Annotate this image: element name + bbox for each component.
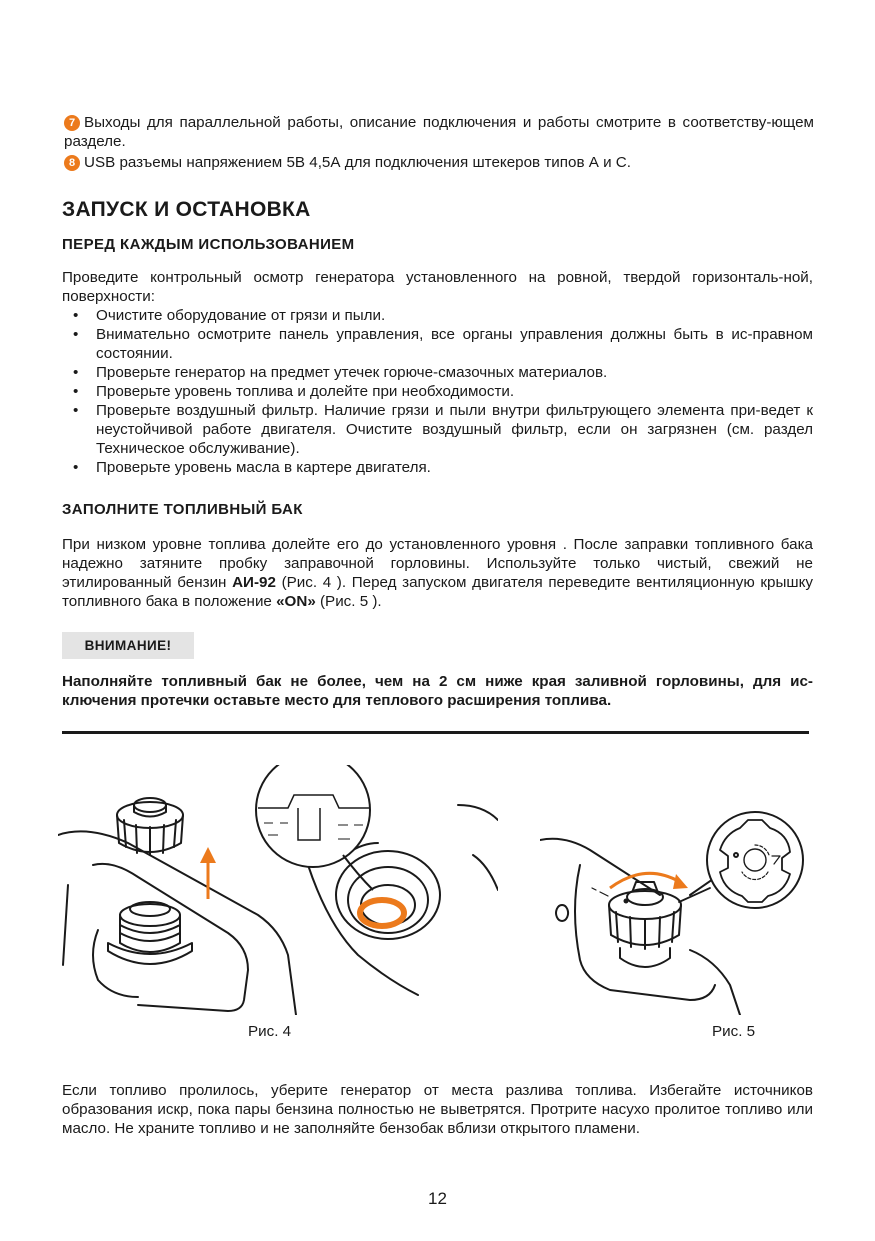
bullet-icon: •: [73, 402, 79, 419]
list-item-text: Проверьте воздушный фильтр. Наличие грязи и пыли внутри фильтрующего элемента при-ведет к неустойчивой работе двигателя. Очистите воздушный фильтр, если он загрязнен (см. раздел Техническое обслуживание).: [96, 402, 813, 457]
bullet-icon: •: [73, 459, 79, 476]
bullet-icon: •: [73, 326, 79, 343]
list-item: [62, 401, 813, 458]
list-item-text: Выходы для параллельной работы, описание подключения и работы смотрите в соответству-ющем разделе.: [64, 114, 814, 150]
list-item-text: Проверьте уровень масла в картере двигателя.: [96, 459, 431, 476]
list-item-text: Проверьте уровень топлива и долейте при необходимости.: [96, 383, 515, 400]
figure-4-caption: Рис. 4: [248, 1023, 292, 1040]
bullet-icon: •: [73, 364, 79, 381]
figure-5-illustration: [540, 800, 820, 1015]
list-item: [62, 325, 813, 363]
fill-tank-text: [62, 535, 813, 611]
list-item: [62, 382, 813, 401]
list-item-text: Очистите оборудование от грязи и пыли.: [96, 307, 386, 324]
list-item: [62, 306, 813, 325]
bullet-icon: •: [73, 307, 79, 324]
before-use-heading: ПЕРЕД КАЖДЫМ ИСПОЛЬЗОВАНИЕМ: [62, 236, 355, 253]
divider: [62, 731, 809, 734]
fill-tank-text-1: При низком уровне топлива долейте его до установленного уровня . После заправки топливного бака надежно затяните пробку заправочной горловины. Используйте только чистый, свежий не этилированный бензин: [62, 536, 813, 591]
page-number: 12: [428, 1189, 447, 1208]
bullet-icon: •: [73, 383, 79, 400]
warning-badge: ВНИМАНИЕ!: [62, 632, 194, 659]
number-badge: 7: [64, 115, 80, 131]
list-item: [62, 363, 813, 382]
fill-tank-text-2: (Рис. 4 ). Перед запуском двигателя переведите вентиляционную крышку топливного бака в положение: [62, 574, 813, 610]
spill-note: Если топливо пролилось, уберите генератор от места разлива топлива. Избегайте источников образования искр, пока пары бензина полностью не выветрятся. Протрите насухо пролитое топливо или масло. Не храните топливо и не заполняйте бензобак вблизи открытого пламени.: [62, 1082, 813, 1137]
figure-5-caption: Рис. 5: [712, 1023, 756, 1040]
checklist: [62, 306, 813, 477]
list-item-text: USB разъемы напряжением 5В 4,5А для подключения штекеров типов А и С.: [84, 154, 631, 171]
fuel-grade: АИ-92: [232, 574, 276, 591]
before-use-intro: Проведите контрольный осмотр генератора установленного на ровной, твердой горизонталь-ной, поверхности:: [62, 269, 813, 305]
fill-tank-text-3: (Рис. 5 ).: [315, 593, 382, 610]
list-item: [64, 153, 814, 172]
list-item-text: Внимательно осмотрите панель управления, все органы управления должны быть в ис-правном состоянии.: [96, 326, 813, 362]
figure-4: [58, 765, 498, 1015]
figure-5: [540, 800, 820, 1015]
list-item: [62, 458, 813, 477]
number-badge: 8: [64, 155, 80, 171]
list-item-text: Проверьте генератор на предмет утечек горюче-смазочных материалов.: [96, 364, 608, 381]
section-title: ЗАПУСК И ОСТАНОВКА: [62, 198, 311, 221]
on-position-label: «ON»: [276, 593, 316, 610]
warning-text: Наполняйте топливный бак не более, чем на 2 см ниже края заливной горловины, для ис-ключения протечки оставьте место для теплового расширения топлива.: [62, 673, 813, 709]
fill-tank-heading: ЗАПОЛНИТЕ ТОПЛИВНЫЙ БАК: [62, 501, 303, 518]
list-item: [64, 113, 814, 151]
figure-4-illustration: [58, 765, 498, 1015]
